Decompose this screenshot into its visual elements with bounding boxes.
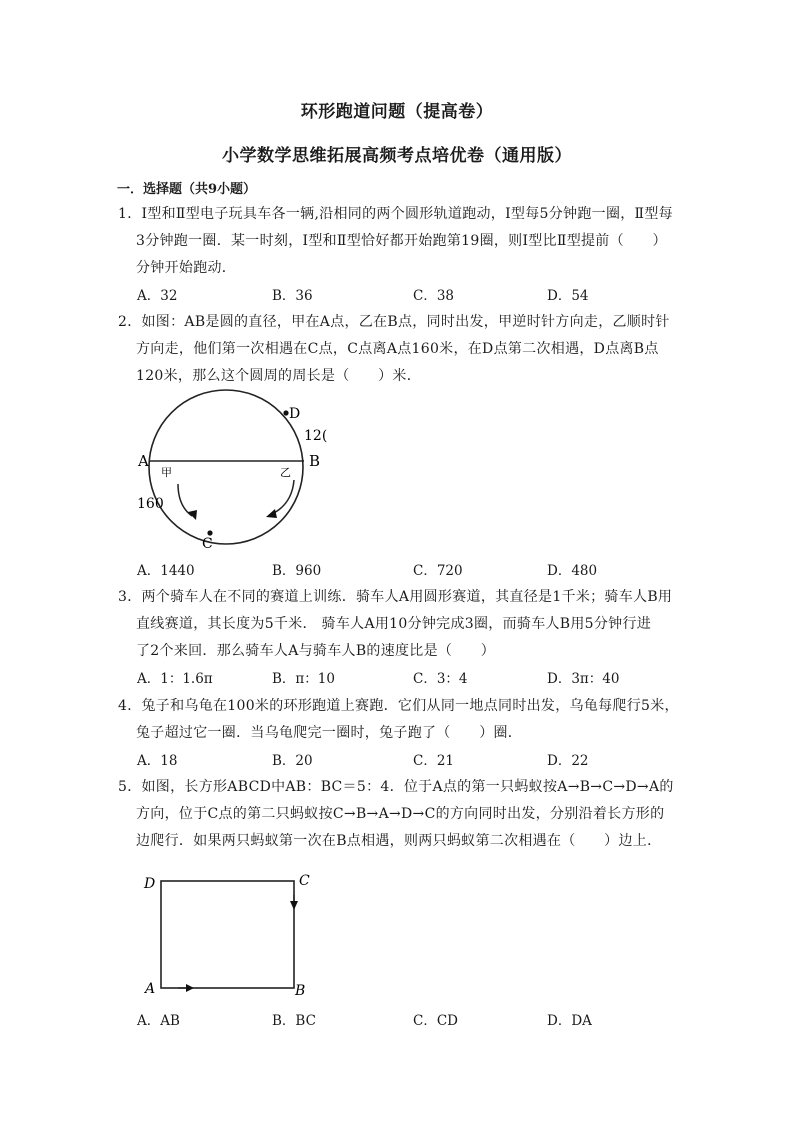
q5-option-c: C．CD bbox=[413, 1013, 458, 1029]
q1-line-1: 1．Ⅰ型和Ⅱ型电子玩具车各一辆,沿相同的两个圆形轨道跑动，Ⅰ型每5分钟跑一圈，Ⅱ型每 bbox=[118, 206, 673, 222]
q3-line-2: 直线赛道，其长度为5千米． 骑车人A用10分钟完成3圈，而骑车人B用5分钟行进 bbox=[136, 616, 652, 632]
q4-line-2: 兔子超过它一圈．当乌龟爬完一圈时，兔子跑了（ ）圈． bbox=[136, 725, 523, 741]
rect-label-c: C bbox=[299, 873, 310, 889]
q5-rectangle-figure bbox=[134, 855, 324, 1000]
q2-circle-figure bbox=[134, 388, 334, 550]
q1-option-b: B．36 bbox=[272, 288, 313, 304]
q1-line-3: 分钟开始跑动． bbox=[136, 260, 237, 276]
q3-line-3: 了2个来回．那么骑车人A与骑车人B的速度比是（ ） bbox=[136, 643, 496, 659]
q2-option-d: D．480 bbox=[547, 563, 598, 579]
q2-line-1: 2．如图：AB是圆的直径，甲在A点，乙在B点，同时出发，甲逆时针方向走，乙顺时针 bbox=[118, 314, 670, 330]
rect-label-b: B bbox=[295, 983, 306, 999]
q3-option-a: A．1：1.6π bbox=[137, 671, 213, 687]
q5-option-a: A．AB bbox=[137, 1013, 180, 1029]
q3-option-b: B．π：10 bbox=[272, 671, 335, 687]
arrow-head-ab bbox=[186, 984, 194, 992]
q4-line-1: 4．兔子和乌龟在100米的环形跑道上赛跑．它们从同一地点同时出发，乌龟每爬行5米， bbox=[118, 698, 679, 714]
label-yi: 乙 bbox=[280, 466, 291, 479]
q2-line-2: 方向走，他们第一次相遇在C点，C点离A点160米，在D点第二次相遇，D点离B点 bbox=[136, 341, 659, 357]
page-title: 环形跑道问题（提高卷） bbox=[300, 102, 494, 122]
label-160: 160 bbox=[137, 496, 164, 512]
q5-line-3: 边爬行．如果两只蚂蚁第一次在B点相遇，则两只蚂蚁第二次相遇在（ ）边上． bbox=[136, 833, 662, 849]
q1-option-d: D．54 bbox=[547, 288, 589, 304]
label-d: D bbox=[289, 406, 301, 422]
point-c bbox=[207, 530, 212, 535]
label-c: C bbox=[202, 536, 213, 550]
label-a: A bbox=[138, 452, 149, 470]
q2-option-c: C．720 bbox=[413, 563, 463, 579]
section-heading: 一．选择题（共9小题） bbox=[117, 182, 257, 197]
label-120: 12( bbox=[304, 428, 328, 444]
label-b: B bbox=[309, 452, 321, 470]
arrow-head-jia bbox=[188, 510, 197, 520]
arrow-head-cb bbox=[290, 901, 298, 910]
arrow-path-jia bbox=[178, 484, 192, 516]
q3-option-c: C．3：4 bbox=[413, 671, 468, 687]
q2-line-3: 120米，那么这个圆周的周长是（ ）米． bbox=[136, 368, 422, 384]
q5-line-2: 方向，位于C点的第二只蚂蚁按C→B→A→D→C的方向同时出发，分别沿着长方形的 bbox=[136, 806, 665, 822]
q4-option-a: A．18 bbox=[137, 753, 178, 769]
q1-line-2: 3分钟跑一圈．某一时刻，Ⅰ型和Ⅱ型恰好都开始跑第19圈，则Ⅰ型比Ⅱ型提前（ ） bbox=[136, 233, 667, 249]
q1-option-c: C．38 bbox=[413, 288, 455, 304]
q4-option-c: C．21 bbox=[413, 753, 455, 769]
q3-line-1: 3．两个骑车人在不同的赛道上训练．骑车人A用圆形赛道，其直径是1千米；骑车人B用 bbox=[118, 589, 673, 605]
q4-option-d: D．22 bbox=[547, 753, 589, 769]
q5-line-1: 5．如图，长方形ABCD中AB：BC＝5：4．位于A点的第一只蚂蚁按A→B→C→D→A的 bbox=[118, 779, 674, 795]
q2-option-a: A．1440 bbox=[137, 563, 195, 579]
q1-option-a: A．32 bbox=[137, 288, 178, 304]
arrow-head-yi bbox=[266, 509, 277, 518]
q3-option-d: D．3π：40 bbox=[547, 671, 620, 687]
q4-option-b: B．20 bbox=[272, 753, 313, 769]
point-d bbox=[283, 410, 288, 415]
label-jia: 甲 bbox=[161, 466, 172, 479]
q5-option-d: D．DA bbox=[547, 1013, 592, 1029]
rect-label-a: A bbox=[145, 981, 156, 997]
q2-option-b: B．960 bbox=[272, 563, 322, 579]
page-subtitle: 小学数学思维拓展高频考点培优卷（通用版） bbox=[222, 146, 572, 166]
rect-label-d: D bbox=[144, 876, 156, 892]
q5-option-b: B．BC bbox=[272, 1013, 316, 1029]
rectangle-abcd bbox=[161, 881, 294, 988]
